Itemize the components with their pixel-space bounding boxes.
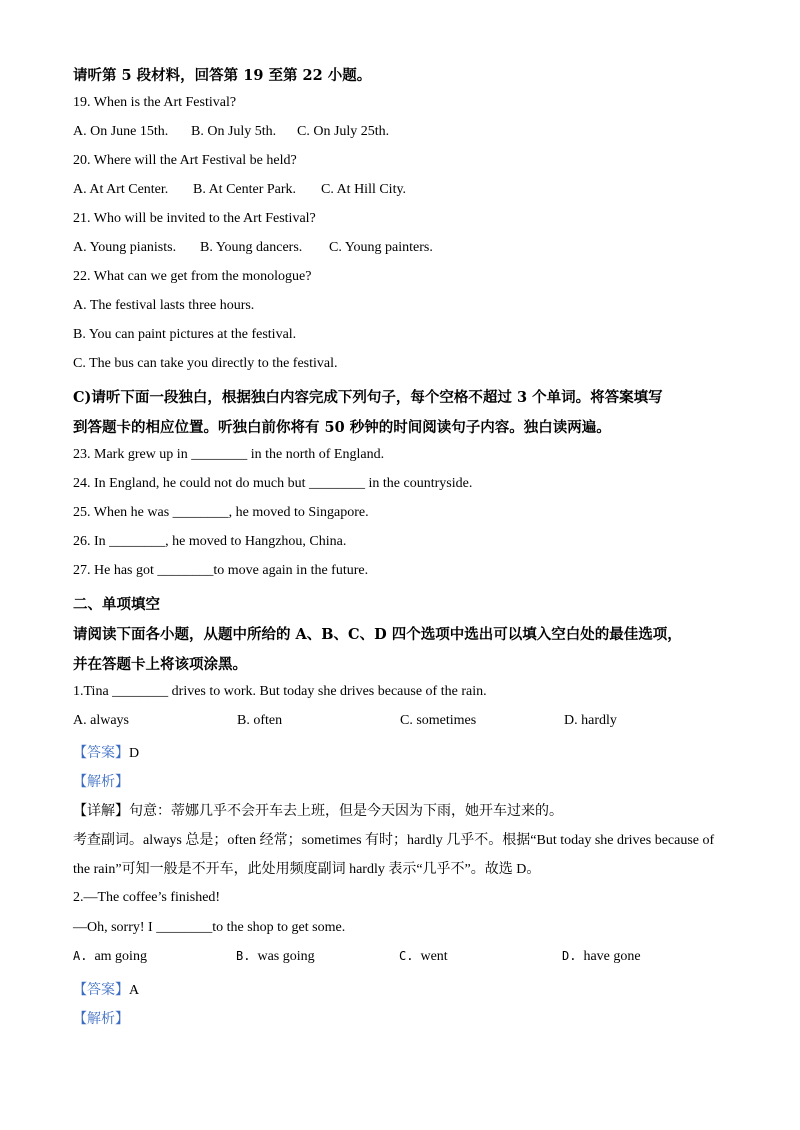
mc2-stem-2: —Oh, sorry! I ________to the shop to get some. — [73, 920, 346, 935]
q22-stem: 22. What can we get from the monologue? — [73, 269, 312, 284]
option-text: am going — [94, 949, 147, 964]
option-letter: B. — [236, 949, 251, 963]
q24: 24. In England, he could not do much but ________ in the countryside. — [73, 476, 473, 491]
mc2-option-d — [562, 949, 641, 965]
q22-option-a: A. The festival lasts three hours. — [73, 298, 255, 313]
mc1-option-a: A. always — [73, 713, 129, 728]
mc2-option-c — [399, 949, 448, 965]
q19-option-c: C. On July 25th. — [297, 124, 390, 139]
q21-option-b: B. Young dancers. — [200, 240, 303, 255]
q20-option-a: A. At Art Center. — [73, 182, 169, 197]
mc1-option-b: B. often — [237, 713, 283, 728]
mc1-explain-2: the rain”可知一般是不开车，此处用频度副词 hardly 表示“几乎不”。故选 D。 — [73, 862, 541, 877]
section5-heading: 请听第 5 段材料，回答第 19 至第 22 小题。 — [73, 67, 372, 84]
option-text: was going — [257, 949, 315, 964]
mc1-stem: 1.Tina ________ drives to work. But today she drives because of the rain. — [73, 684, 487, 699]
mc1-answer — [73, 742, 139, 762]
answer-value: D — [129, 746, 140, 761]
q26: 26. In ________, he moved to Hangzhou, China. — [73, 534, 347, 549]
mc1-detail — [73, 800, 563, 820]
section2-title: 二、单项填空 — [73, 596, 160, 613]
mc2-analysis-tag: 【解析】 — [73, 1012, 129, 1027]
answer-tag: 【答案】 — [73, 746, 129, 761]
detail-tag: 【详解】 — [73, 804, 129, 819]
mc1-option-c: C. sometimes — [400, 713, 477, 728]
detail-text: 句意：蒂娜几乎不会开车去上班，但是今天因为下雨，她开车过来的。 — [129, 804, 563, 819]
mc2-answer — [73, 979, 139, 999]
partC-instruction-2: 到答题卡的相应位置。听独白前你将有 50 秒钟的时间阅读句子内容。独白读两遍。 — [73, 419, 611, 436]
q20-option-b: B. At Center Park. — [193, 182, 297, 197]
mc1-option-d: D. hardly — [564, 713, 617, 728]
answer-value: A — [129, 983, 140, 998]
q22-option-c: C. The bus can take you directly to the festival. — [73, 356, 338, 371]
mc1-explain-1: 考查副词。always 总是；often 经常；sometimes 有时；hardly 几乎不。根据“But today she drives because of — [73, 833, 715, 848]
section2-instruction-1: 请阅读下面各小题，从题中所给的 A、B、C、D 四个选项中选出可以填入空白处的最佳选项， — [73, 626, 682, 643]
option-letter: D. — [562, 949, 577, 963]
option-text: have gone — [583, 949, 641, 964]
mc2-option-a — [73, 949, 147, 965]
q22-option-b: B. You can paint pictures at the festival. — [73, 327, 297, 342]
mc2-option-b — [236, 949, 315, 965]
q21-option-a: A. Young pianists. — [73, 240, 177, 255]
mc1-analysis-tag: 【解析】 — [73, 775, 129, 790]
q23: 23. Mark grew up in ________ in the north of England. — [73, 447, 385, 462]
mc2-stem-1: 2.—The coffee’s finished! — [73, 890, 221, 905]
q25: 25. When he was ________, he moved to Singapore. — [73, 505, 369, 520]
q19-option-a: A. On June 15th. — [73, 124, 169, 139]
q19-stem: 19. When is the Art Festival? — [73, 95, 237, 110]
q21-stem: 21. Who will be invited to the Art Festival? — [73, 211, 316, 226]
q20-option-c: C. At Hill City. — [321, 182, 407, 197]
option-text: went — [420, 949, 448, 964]
section2-instruction-2: 并在答题卡上将该项涂黑。 — [73, 656, 247, 673]
q19-option-b: B. On July 5th. — [191, 124, 277, 139]
option-letter: A. — [73, 949, 88, 963]
q21-option-c: C. Young painters. — [329, 240, 433, 255]
answer-tag: 【答案】 — [73, 983, 129, 998]
option-letter: C. — [399, 949, 414, 963]
q20-stem: 20. Where will the Art Festival be held? — [73, 153, 297, 168]
partC-instruction-1: C)请听下面一段独白，根据独白内容完成下列句子，每个空格不超过 3 个单词。将答案填写 — [73, 389, 663, 406]
q27: 27. He has got ________to move again in the future. — [73, 563, 369, 578]
